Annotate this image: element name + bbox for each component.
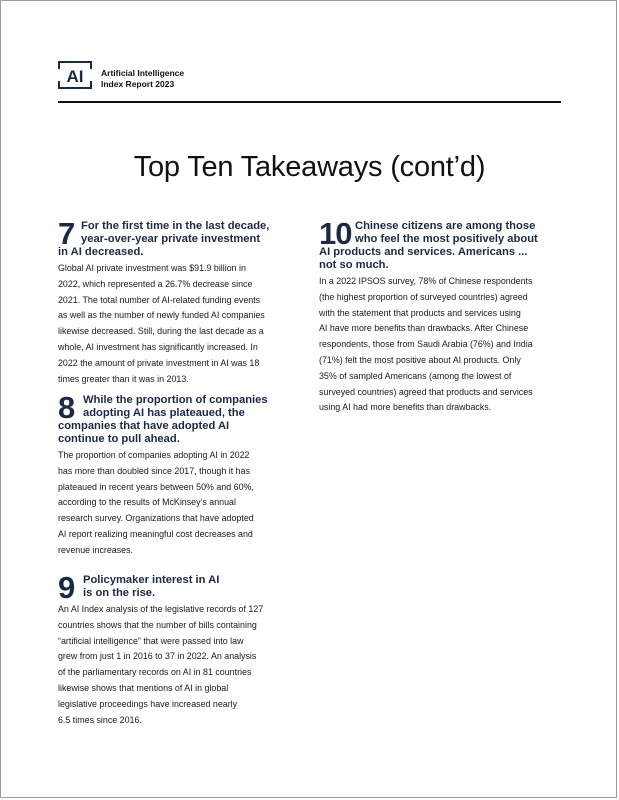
body-line: according to the results of McKinsey’s annual [58,497,236,508]
report-name-line2: Index Report 2023 [101,78,175,89]
body-line: countries shows that the number of bills containing [58,619,257,630]
report-name-line1: Artificial Intelligence [101,68,185,78]
report-name [101,68,184,89]
body-line: In a 2022 IPSOS survey, 78% of Chinese respondents [319,276,533,286]
body-line: (71%) felt the most positive about AI products. Only [319,354,521,365]
takeaway-9 [58,570,308,728]
heading-line: who feel the most positively about [355,233,538,245]
heading-line: For the first time in the last decade, [81,220,270,232]
body-line: grew from just 1 in 2016 to 37 in 2022. An analysis [58,651,257,662]
takeaway-body [58,448,308,559]
body-line: AI report realizing meaningful cost decreases and [58,528,253,539]
heading-line: Chinese citizens are among those [355,220,536,232]
heading-line: in AI decreased. [58,246,144,258]
takeaway-body [319,274,569,416]
body-line: surveyed countries) agreed that products and services [319,386,533,397]
takeaway-number: 7 [58,216,75,251]
body-line: 2022 the amount of private investment in AI was 18 [58,357,260,368]
body-line: AI have more benefits than drawbacks. After Chinese [319,323,529,334]
body-line: revenue increases. [58,544,133,555]
takeaway-number: 10 [319,216,352,251]
takeaway-head [58,570,308,605]
takeaway-number: 8 [58,390,75,425]
body-line: respondents, those from Saudi Arabia (76%) and India [319,339,533,350]
body-line: 2021. The total number of AI-related funding events [58,294,261,305]
takeaway-head [58,390,308,446]
ai-index-logo [58,61,92,89]
body-line: with the statement that products and services using [319,307,521,318]
heading-line: year-over-year private investment [81,233,261,245]
heading-line: Policymaker interest in AI [83,574,220,586]
heading-line: AI products and services. Americans ... [319,246,528,258]
header-rule [58,101,561,103]
takeaway-heading [58,216,308,259]
takeaway-8 [58,390,308,559]
body-line: has more than doubled since 2017, though it has [58,465,250,476]
takeaway-head [58,216,308,259]
body-line: times greater than it was in 2013. [58,373,189,384]
takeaway-7 [58,216,308,387]
heading-line: is on the rise. [83,587,156,599]
body-line: using AI had more benefits than drawbacks. [319,402,492,413]
body-line: 35% of sampled Americans (among the lowest of [319,370,512,381]
heading-line: not so much. [319,259,389,271]
takeaway-heading [319,216,569,272]
page-title: Top Ten Takeaways (cont’d) [133,151,486,183]
heading-line: continue to pull ahead. [58,433,180,445]
takeaway-body [58,261,308,387]
body-line: The proportion of companies adopting AI in 2022 [58,450,250,460]
body-line: likewise shows that mentions of AI in global [58,682,229,693]
body-line: (the highest proportion of surveyed countries) agreed [319,291,528,302]
body-line: of the parliamentary records on AI in 81 countries [58,667,252,678]
body-line: 2022, which represented a 26.7% decrease since [58,278,253,289]
takeaway-body [58,602,308,728]
heading-line: companies that have adopted AI [58,420,230,432]
body-line: Global AI private investment was $91.9 billion in [58,263,246,273]
body-line: 6.5 times since 2016. [58,714,142,725]
body-line: legislative proceedings have increased nearly [58,698,238,709]
body-line: likewise decreased. Still, during the last decade as a [58,326,264,337]
heading-line: adopting AI has plateaued, the [83,407,245,419]
heading-line: While the proportion of companies [83,394,268,406]
body-line: An AI Index analysis of the legislative records of 127 [58,604,264,614]
logo-text: AI [66,67,84,86]
takeaway-number: 9 [58,570,75,605]
body-line: whole, AI investment has significantly increased. In [58,341,258,352]
takeaway-head [319,216,569,272]
takeaway-10 [319,216,569,416]
takeaway-heading [58,570,308,605]
body-line: plateaued in recent years between 50% and 60%, [58,481,254,492]
takeaway-heading [58,390,308,446]
body-line: “artificial intelligence” that were passed into law [58,635,244,646]
body-line: as well as the number of newly funded AI companies [58,310,265,321]
body-line: research survey. Organizations that have adopted [58,513,254,524]
